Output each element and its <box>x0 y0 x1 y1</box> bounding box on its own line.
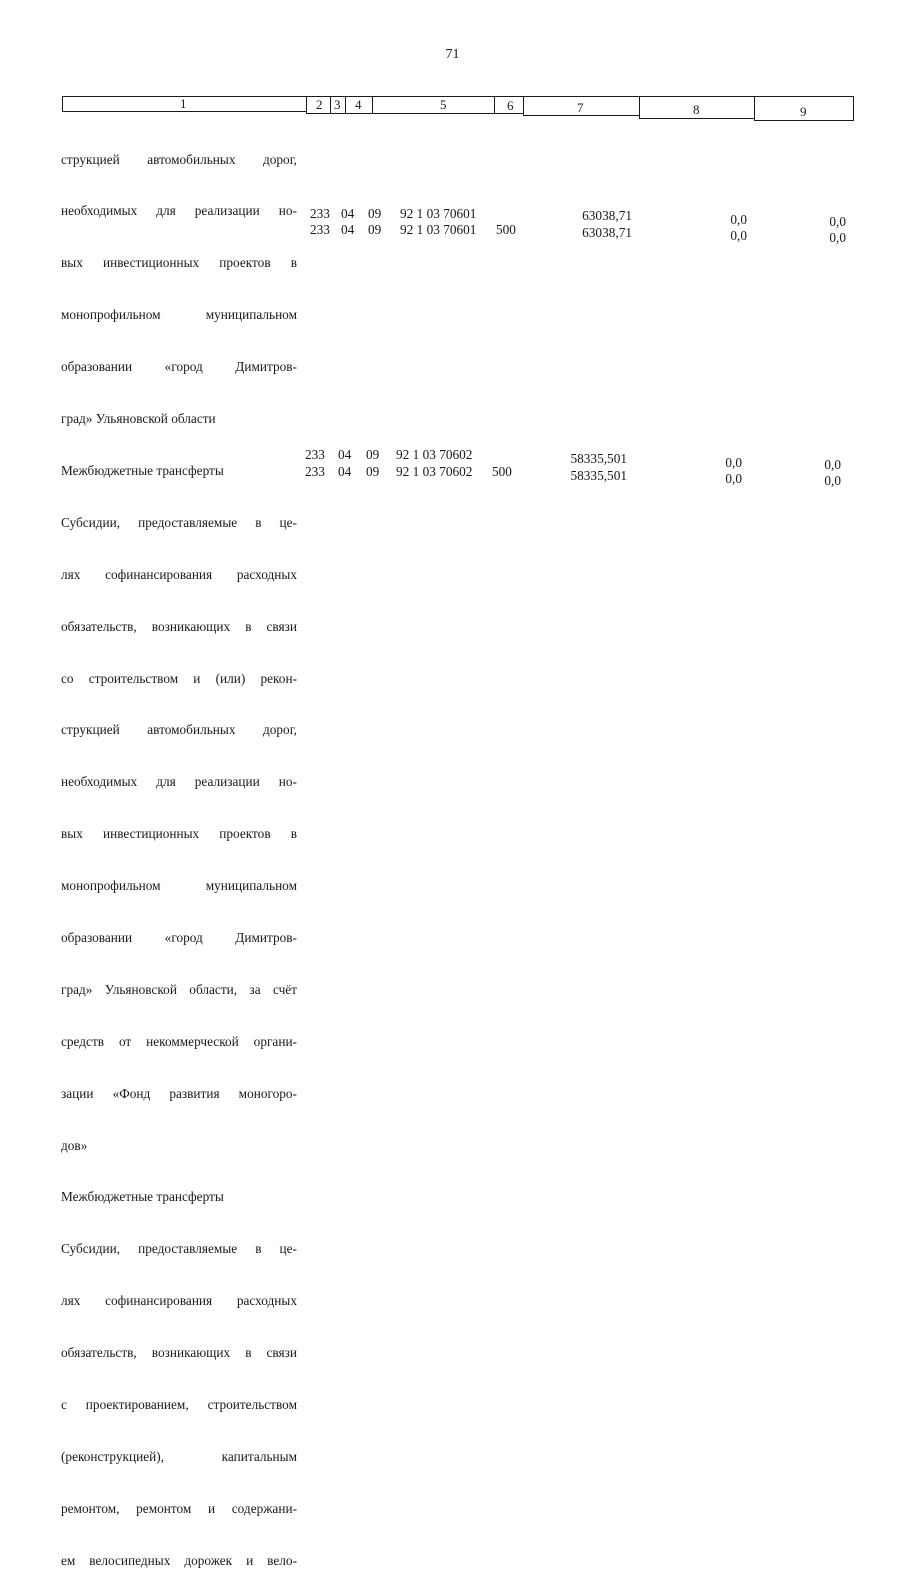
cell-section: 04 <box>341 222 355 237</box>
cell-amount-col9: 0,0 <box>829 230 846 245</box>
description-line: средств от некоммерческой органи- <box>61 1033 297 1049</box>
header-col-1: 1 <box>180 96 187 111</box>
header-col-3: 3 <box>334 97 341 112</box>
description-line: ем велосипедных дорожек и вело- <box>61 1552 297 1568</box>
description-column <box>61 116 297 1586</box>
description-line: зации «Фонд развития моногоро- <box>61 1085 297 1101</box>
description-line: ремонтом, ремонтом и содержани- <box>61 1500 297 1516</box>
cell-amount-col8: 0,0 <box>725 471 742 486</box>
cell-subsection: 09 <box>366 464 380 479</box>
cell-expense-type: 500 <box>496 222 516 237</box>
cell-subsection: 09 <box>368 222 382 237</box>
cell-target-article: 92 1 03 70601 <box>400 222 477 237</box>
cell-admin-code: 233 <box>305 464 325 479</box>
header-divider <box>494 96 495 114</box>
description-line: со строительством и (или) рекон- <box>61 670 297 686</box>
cell-admin-code: 233 <box>310 206 330 221</box>
cell-amount-col9: 0,0 <box>824 457 841 472</box>
header-divider <box>372 96 373 114</box>
description-line: Субсидии, предоставляемые в це- <box>61 1241 297 1257</box>
header-divider <box>330 96 331 114</box>
cell-amount-col9: 0,0 <box>824 473 841 488</box>
header-col-7: 7 <box>577 100 584 115</box>
cell-section: 04 <box>341 206 355 221</box>
page-number: 71 <box>445 47 460 62</box>
description-line: образовании «город Димитров- <box>61 929 297 945</box>
header-col-9: 9 <box>800 104 807 119</box>
description-line: град» Ульяновской области, за счёт <box>61 981 297 997</box>
header-divider <box>754 96 755 121</box>
header-divider <box>639 96 640 119</box>
cell-target-article: 92 1 03 70602 <box>396 447 473 462</box>
description-line: лях софинансирования расходных <box>61 566 297 582</box>
cell-section: 04 <box>338 464 352 479</box>
header-col-2: 2 <box>316 97 323 112</box>
description-line: Межбюджетные трансферты <box>61 462 224 478</box>
header-col-4: 4 <box>355 97 362 112</box>
cell-amount-col8: 0,0 <box>730 212 747 227</box>
cell-amount-col7: 63038,71 <box>582 208 632 223</box>
description-line: обязательств, возникающих в связи <box>61 618 297 634</box>
cell-amount-col8: 0,0 <box>725 455 742 470</box>
description-line: монопрофильном муниципальном <box>61 878 297 894</box>
description-line: Межбюджетные трансферты <box>61 1189 224 1205</box>
header-col-5: 5 <box>440 97 447 112</box>
cell-target-article: 92 1 03 70601 <box>400 206 477 221</box>
description-line: град» Ульяновской области <box>61 411 216 427</box>
header-col-8: 8 <box>693 102 700 117</box>
description-line: с проектированием, строительством <box>61 1396 297 1412</box>
cell-admin-code: 233 <box>305 447 325 462</box>
description-line: образовании «город Димитров- <box>61 359 297 375</box>
cell-target-article: 92 1 03 70602 <box>396 464 473 479</box>
description-line: лях софинансирования расходных <box>61 1293 297 1309</box>
description-line: обязательств, возникающих в связи <box>61 1345 297 1361</box>
header-col-6: 6 <box>507 98 514 113</box>
header-divider <box>306 96 307 114</box>
cell-amount-col8: 0,0 <box>730 228 747 243</box>
cell-amount-col7: 63038,71 <box>582 225 632 240</box>
cell-amount-col9: 0,0 <box>829 214 846 229</box>
description-line: монопрофильном муниципальном <box>61 307 297 323</box>
header-right-border <box>853 96 854 121</box>
description-line: необходимых для реализации но- <box>61 203 297 219</box>
header-divider <box>345 96 346 114</box>
cell-subsection: 09 <box>366 447 380 462</box>
cell-admin-code: 233 <box>310 222 330 237</box>
description-line: дов» <box>61 1137 88 1153</box>
cell-expense-type: 500 <box>492 464 512 479</box>
cell-amount-col7: 58335,501 <box>570 451 627 466</box>
description-line: Субсидии, предоставляемые в це- <box>61 514 297 530</box>
cell-section: 04 <box>338 447 352 462</box>
description-line: необходимых для реализации но- <box>61 774 297 790</box>
cell-amount-col7: 58335,501 <box>570 468 627 483</box>
description-line: струкцией автомобильных дорог, <box>61 722 297 738</box>
header-left-border <box>62 96 63 112</box>
description-line: струкцией автомобильных дорог, <box>61 151 297 167</box>
description-line: (реконструкцией), капитальным <box>61 1448 297 1464</box>
header-divider <box>523 96 524 116</box>
description-line: вых инвестиционных проектов в <box>61 255 297 271</box>
cell-subsection: 09 <box>368 206 382 221</box>
description-line: вых инвестиционных проектов в <box>61 826 297 842</box>
